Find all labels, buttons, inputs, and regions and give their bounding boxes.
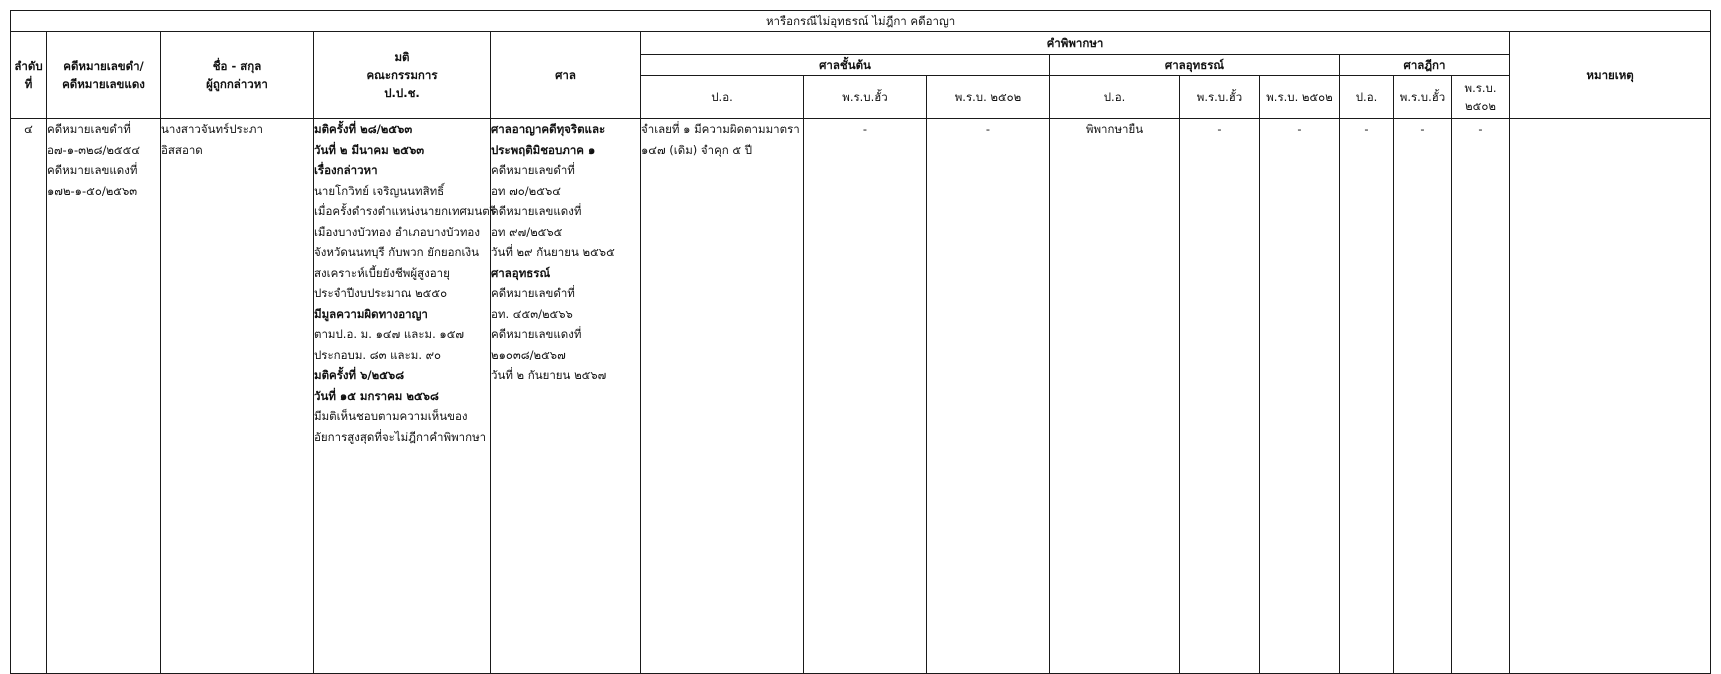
col-header-appeal-po: ป.อ. bbox=[1050, 76, 1180, 119]
cell-first-po[interactable]: จำเลยที่ ๑ มีความผิดตามมาตรา ๑๔๗ (เดิม) จำคุก ๕ ปี bbox=[641, 119, 804, 674]
col-header-supreme-po: ป.อ. bbox=[1340, 76, 1394, 119]
cell-name[interactable]: นางสาวจันทร์ประภา อิสสอาด bbox=[161, 119, 314, 674]
court-line: อท ๙๗/๒๕๖๕ bbox=[491, 224, 563, 239]
court-line: ศาลอุทธรณ์ bbox=[491, 265, 551, 280]
col-header-first-pro-2502: พ.ร.บ. ๒๕๐๒ bbox=[927, 76, 1050, 119]
cell-supreme-pro-2502[interactable]: - bbox=[1452, 119, 1510, 674]
resolution-line: อัยการสูงสุดที่จะไม่ฎีกาคำพิพากษา bbox=[314, 429, 487, 444]
resolution-line: ตามป.อ. ม. ๑๔๗ และม. ๑๕๗ bbox=[314, 327, 465, 341]
court-line: อท ๗๐/๒๕๖๔ bbox=[491, 183, 561, 198]
resolution-line: เมื่อครั้งดำรงตำแหน่งนายกเทศมนตรี bbox=[314, 204, 496, 218]
court-line: วันที่ ๒ กันยายน ๒๕๖๗ bbox=[491, 368, 607, 382]
resolution-line: มติครั้งที่ ๒๘/๒๕๖๓ bbox=[314, 122, 413, 136]
table-title: หารือกรณีไม่อุทธรณ์ ไม่ฎีกา คดีอาญา bbox=[11, 11, 1711, 32]
resolution-line: นายโกวิทย์ เจริญนนทสิทธิ์ bbox=[314, 183, 445, 198]
court-line: อท. ๔๕๓/๒๕๖๖ bbox=[491, 306, 573, 321]
col-header-court-appeal: ศาลอุทธรณ์ bbox=[1050, 55, 1340, 76]
cell-no[interactable]: ๔ bbox=[11, 119, 47, 674]
court-line: ศาลอาญาคดีทุจริตและ bbox=[491, 122, 606, 136]
col-header-resolution: มติ คณะกรรมการ ป.ป.ช. bbox=[314, 32, 491, 119]
court-line: ๒๑๐๓๘/๒๕๖๗ bbox=[491, 347, 566, 362]
col-header-court: ศาล bbox=[491, 32, 641, 119]
court-line: คดีหมายเลขแดงที่ bbox=[491, 327, 582, 341]
col-header-case-number: คดีหมายเลขดำ/ คดีหมายเลขแดง bbox=[47, 32, 161, 119]
resolution-line: วันที่ ๑๕ มกราคม ๒๕๖๘ bbox=[314, 388, 439, 403]
col-header-name: ชื่อ - สกุล ผู้ถูกกล่าวหา bbox=[161, 32, 314, 119]
col-header-appeal-pro-new: พ.ร.บ.ฮั้ว bbox=[1180, 76, 1260, 119]
case-report-table bbox=[10, 10, 1711, 674]
table-row bbox=[11, 119, 1711, 674]
col-header-supreme-pro-2502: พ.ร.บ. ๒๕๐๒ bbox=[1452, 76, 1510, 119]
col-header-judgment: คำพิพากษา bbox=[641, 32, 1510, 55]
col-header-court-first: ศาลชั้นต้น bbox=[641, 55, 1050, 76]
col-header-remark: หมายเหตุ bbox=[1510, 32, 1711, 119]
resolution-line: มีมูลความผิดทางอาญา bbox=[314, 306, 428, 321]
col-header-no: ลำดับ ที่ bbox=[11, 32, 47, 119]
cell-resolution[interactable] bbox=[314, 119, 496, 674]
court-line: คดีหมายเลขดำที่ bbox=[491, 286, 575, 300]
resolution-line: มติครั้งที่ ๖/๒๕๖๘ bbox=[314, 368, 405, 382]
cell-first-pro-new[interactable]: - bbox=[804, 119, 927, 674]
resolution-line: มีมติเห็นชอบตามความเห็นของ bbox=[314, 409, 468, 423]
cell-supreme-pro-new[interactable]: - bbox=[1394, 119, 1452, 674]
cell-appeal-po[interactable]: พิพากษายืน bbox=[1050, 119, 1180, 674]
cell-supreme-po[interactable]: - bbox=[1340, 119, 1394, 674]
resolution-line: สงเคราะห์เบี้ยยังชีพผู้สูงอายุ bbox=[314, 265, 450, 280]
col-header-appeal-pro-2502: พ.ร.บ. ๒๕๐๒ bbox=[1260, 76, 1340, 119]
resolution-line: ประกอบม. ๘๓ และม. ๙๐ bbox=[314, 347, 442, 362]
col-header-first-po: ป.อ. bbox=[641, 76, 804, 119]
cell-case-number[interactable]: คดีหมายเลขดำที่ อ๗-๑-๓๒๘/๒๕๕๔ คดีหมายเลขแดงที่ ๑๗๒-๑-๕๐/๒๕๖๓ bbox=[47, 119, 161, 674]
col-header-supreme-pro-new: พ.ร.บ.ฮั้ว bbox=[1394, 76, 1452, 119]
resolution-line: เมืองบางบัวทอง อำเภอบางบัวทอง bbox=[314, 224, 480, 239]
cell-remark[interactable] bbox=[1510, 119, 1711, 674]
court-line: ประพฤติมิชอบภาค ๑ bbox=[491, 142, 596, 157]
court-line: คดีหมายเลขแดงที่ bbox=[491, 204, 582, 218]
resolution-line: จังหวัดนนทบุรี กับพวก ยักยอกเงิน bbox=[314, 245, 479, 259]
resolution-line: วันที่ ๒ มีนาคม ๒๕๖๓ bbox=[314, 142, 425, 157]
cell-appeal-pro-2502[interactable]: - bbox=[1260, 119, 1340, 674]
col-header-first-pro-new: พ.ร.บ.ฮั้ว bbox=[804, 76, 927, 119]
cell-court[interactable] bbox=[491, 119, 641, 674]
resolution-line: เรื่องกล่าวหา bbox=[314, 163, 378, 177]
resolution-line: ประจำปีงบประมาณ ๒๕๕๐ bbox=[314, 286, 448, 300]
court-line: วันที่ ๒๙ กันยายน ๒๕๖๕ bbox=[491, 245, 615, 259]
cell-appeal-pro-new[interactable]: - bbox=[1180, 119, 1260, 674]
cell-first-pro-2502[interactable]: - bbox=[927, 119, 1050, 674]
col-header-court-supreme: ศาลฎีกา bbox=[1340, 55, 1510, 76]
court-line: คดีหมายเลขดำที่ bbox=[491, 163, 575, 177]
